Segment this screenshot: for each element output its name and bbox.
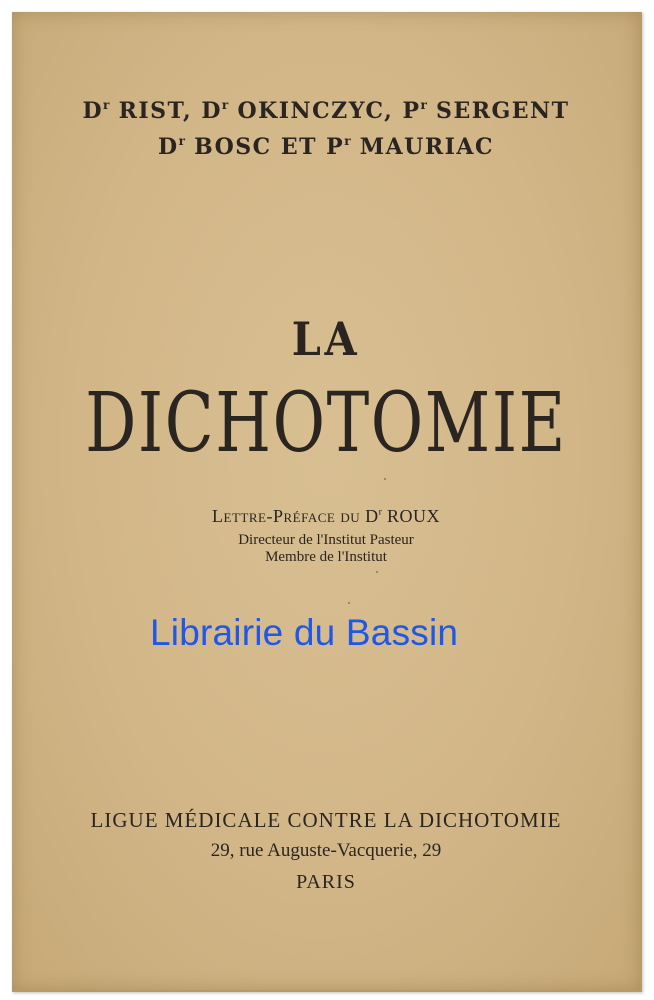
authors-line-1 bbox=[12, 98, 640, 124]
author-name: BOSC ET bbox=[184, 134, 327, 161]
author-title: P bbox=[402, 98, 421, 125]
author-title-sup: r bbox=[344, 134, 351, 148]
paper-speck bbox=[348, 602, 350, 604]
author-name: SERGENT bbox=[426, 98, 570, 125]
book-cover bbox=[12, 12, 642, 992]
preface-line bbox=[12, 506, 640, 527]
author-title: D bbox=[158, 134, 179, 161]
title-article: LA bbox=[291, 312, 361, 366]
preface-doctor-sup: r bbox=[378, 506, 382, 518]
publisher-city: PARIS bbox=[296, 871, 356, 893]
watermark-text: Librairie du Bassin bbox=[150, 612, 459, 653]
book-title: DICHOTOMIE bbox=[85, 376, 567, 471]
author-title: P bbox=[326, 134, 345, 161]
preface-label: Lettre-Préface du bbox=[212, 506, 366, 526]
author-title: D bbox=[201, 98, 222, 125]
author-name: MAURIAC bbox=[350, 134, 494, 161]
preface-doctor-title: D bbox=[365, 506, 379, 526]
paper-speck bbox=[384, 478, 386, 480]
paper-speck bbox=[376, 571, 378, 573]
publisher-address: 29, rue Auguste-Vacquerie, 29 bbox=[210, 840, 442, 861]
authors-line-2 bbox=[12, 134, 640, 160]
author-title: D bbox=[82, 98, 104, 125]
publisher-name: LIGUE MÉDICALE CONTRE LA DICHOTOMIE bbox=[90, 808, 562, 832]
author-title-sup: r bbox=[221, 98, 229, 112]
preface-role-1: Directeur de l'Institut Pasteur bbox=[238, 532, 414, 548]
author-title-sup: r bbox=[178, 134, 185, 148]
author-title-sup: r bbox=[420, 98, 427, 112]
preface-doctor-name: ROUX bbox=[381, 506, 440, 526]
author-name: RIST, bbox=[109, 98, 202, 125]
preface-role-2: Membre de l'Institut bbox=[265, 549, 387, 565]
author-title-sup: r bbox=[103, 98, 110, 112]
author-name: OKINCZYC, bbox=[228, 98, 403, 125]
